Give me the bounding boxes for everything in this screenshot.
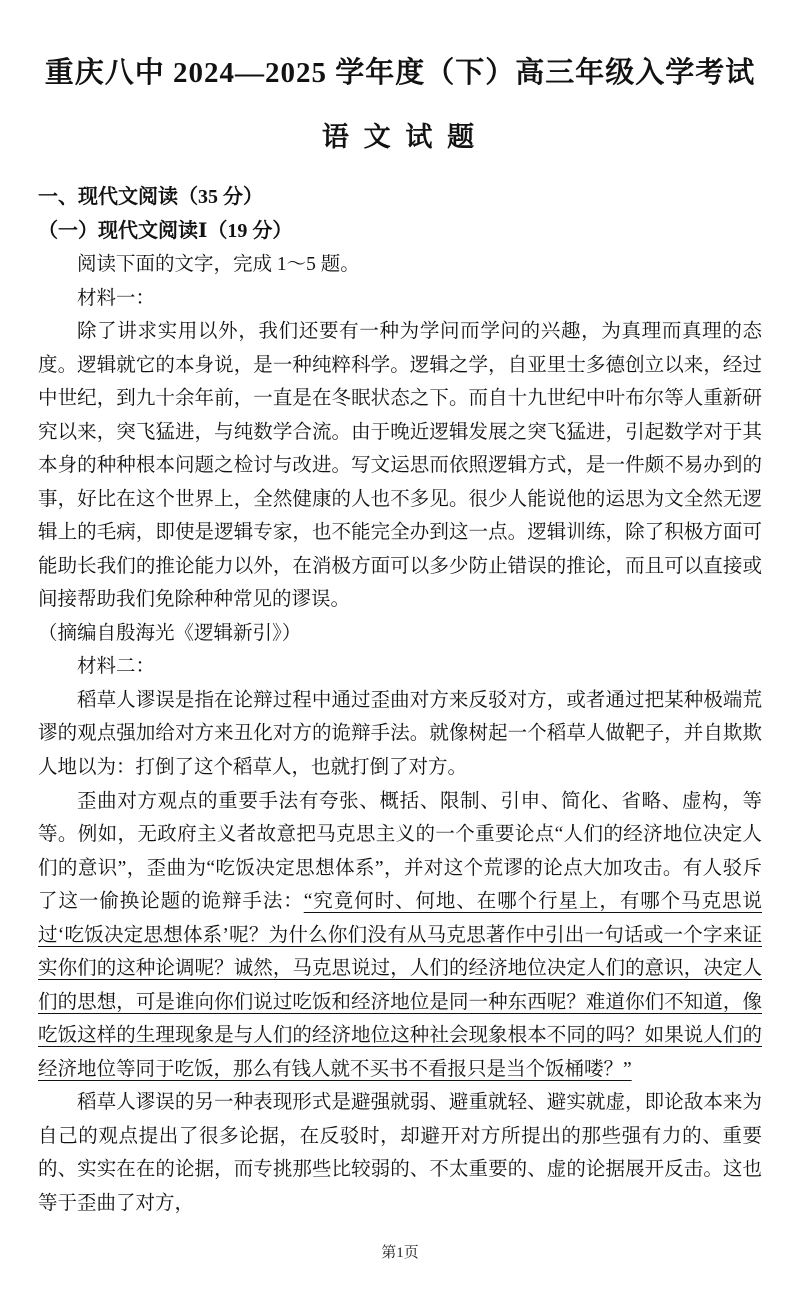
material-1-paragraph: 除了讲求实用以外，我们还要有一种为学问而学问的兴趣，为真理而真理的态度。逻辑就它的本身说，是一种纯粹科学。逻辑之学，自亚里士多德创立以来，经过中世纪，到九十余年前，一直是在冬眠状态之下。而自十九世纪中叶布尔等人重新研究以来，突飞猛进，与纯数学合流。由于晚近逻辑发展之突飞猛进，引起数学对于其本身的种种根本问题之检讨与改进。写文运思而依照逻辑方式，是一件颇不易办到的事，好比在这个世界上，全然健康的人也不多见。很少人能说他的运思为文全然无逻辑上的毛病，即使是逻辑专家，也不能完全办到这一点。逻辑训练，除了积极方面可能助长我们的推论能力以外，在消极方面可以多少防止错误的推论，而且可以直接或间接帮助我们免除种种常见的谬误。: [38, 321, 762, 611]
material-1-attribution: （摘编自殷海光《逻辑新引》）: [38, 622, 302, 644]
subsection-heading: （一）现代文阅读Ⅰ（19 分）: [38, 220, 293, 242]
material-2-paragraph-2: [38, 785, 762, 1087]
paragraph-2-plain-text: 歪曲对方观点的重要手法有夸张、概括、限制、引申、简化、省略、虚构，等等。例如，无政府主义者故意把马克思主义的一个重要论点“人们的经济地位决定人们的意识”，歪曲为“吃饭决定思想体系”，并对这个荒谬的论点大加攻击。有人驳斥了这一偷换论题的诡辩手法：: [38, 790, 762, 913]
material-2-label: 材料二：: [77, 656, 156, 678]
material-2-paragraph-1: 稻草人谬误是指在论辩过程中通过歪曲对方来反驳对方，或者通过把某种极端荒谬的观点强加给对方来丑化对方的诡辩手法。就像树起一个稻草人做靶子，并自欺欺人地以为：打倒了这个稻草人，也就打倒了对方。: [38, 689, 762, 778]
instruction-text: 阅读下面的文字，完成 1～5 题。: [77, 254, 360, 275]
material-2-paragraph-3: 稻草人谬误的另一种表现形式是避强就弱、避重就轻、避实就虚，即论敌本来为自己的观点提出了很多论据，在反驳时，却避开对方所提出的那些强有力的、重要的、实实在在的论据，而专挑那些比较弱的、不太重要的、虚的论据展开反击。这也等于歪曲了对方，: [38, 1092, 762, 1214]
page-number: 第1页: [381, 1245, 419, 1262]
paragraph-2-underlined-quote: “究竟何时、何地、在哪个行星上，有哪个马克思说过‘吃饭决定思想体系’呢？为什么你们没有从马克思著作中引出一句话或一个字来证实你们的这种论调呢？诚然，马克思说过，人们的经济地位决定人们的意识，决定人们的思想，可是谁向你们说过吃饭和经济地位是同一种东西呢？难道你们不知道，像吃饭这样的生理现象是与人们的经济地位这种社会现象根本不同的吗？如果说人们的经济地位等同于吃饭，那么有钱人就不买书不看报只是当个饭桶喽？”: [38, 891, 762, 1080]
page-title: 重庆八中 2024—2025 学年度（下）高三年级入学考试: [44, 57, 756, 89]
material-1-label: 材料一：: [77, 287, 156, 309]
page-subtitle: 语 文 试 题: [321, 122, 479, 152]
section-heading: 一、现代文阅读（35 分）: [38, 186, 263, 208]
